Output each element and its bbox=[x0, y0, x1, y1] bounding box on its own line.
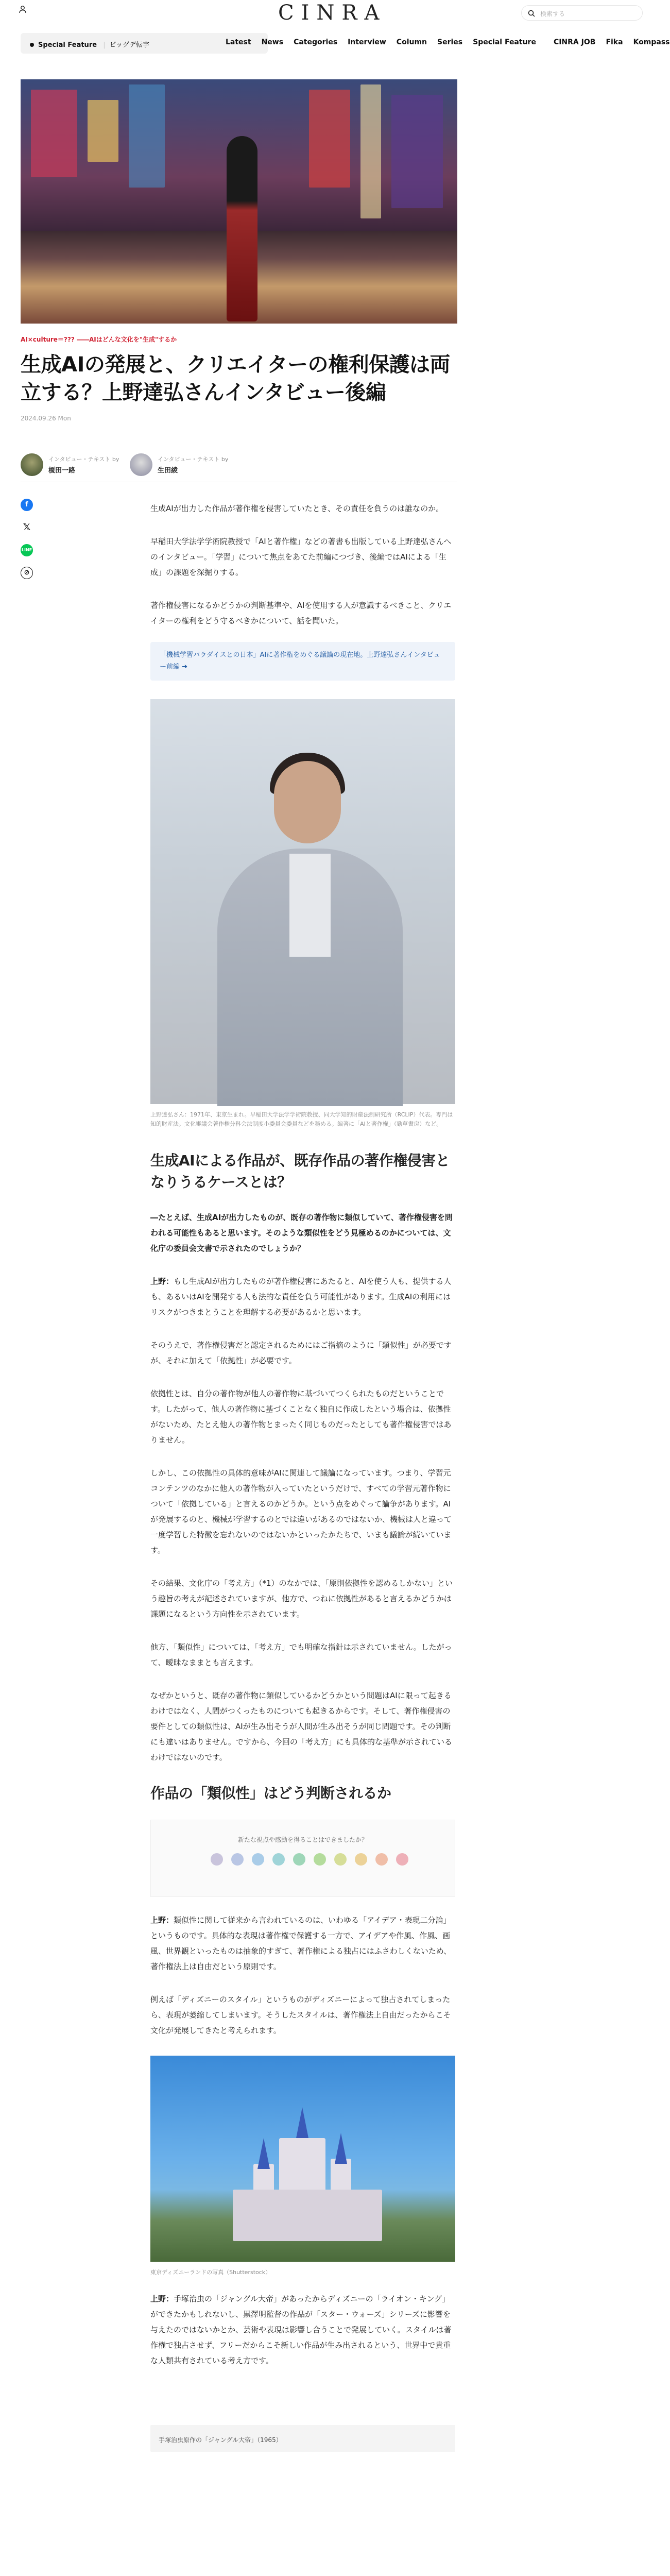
search-placeholder: 検索する bbox=[540, 10, 565, 18]
survey-option-2[interactable] bbox=[231, 1853, 244, 1866]
link-icon[interactable]: ⊘ bbox=[21, 567, 33, 579]
credit-1[interactable] bbox=[21, 453, 119, 476]
menu-item-categories[interactable]: Categories bbox=[294, 38, 338, 46]
interview-question: ―たとえば、生成AIが出力したものが、既存の著作物に類似していて、著作権侵害を問われる可能性もあると思います。そのような類似性をどう見極めるのかについては、文化庁の委員会文書で示されたのでしょうか？ bbox=[150, 1213, 453, 1253]
menu-item-series[interactable]: Series bbox=[437, 38, 463, 46]
section-heading: 生成AIによる作品が、既存作品の著作権侵害となりうるケースとは？ bbox=[150, 1152, 450, 1191]
survey-option-8[interactable] bbox=[355, 1853, 367, 1866]
special-feature-pill[interactable]: Special Feature | ビッグデ転字 bbox=[21, 33, 268, 54]
survey-option-4[interactable] bbox=[272, 1853, 285, 1866]
search-input[interactable] bbox=[521, 5, 643, 21]
menu-item-kompass[interactable]: Kompass bbox=[633, 38, 670, 46]
answer-text: 手塚治虫の「ジャングル大帝」があったからディズニーの「ライオン・キング」ができたかもしれないし、黒澤明監督の作品が「スター・ウォーズ」シリーズに影響を与えたのではないかとか、芸術や表現は影響し合うことで発展していく。スタイルは著作権で独占させず、フリーだからこそ新しい作品が生み出されるという、世界中で貴重な人類共有されている考え方です。 bbox=[150, 2294, 452, 2365]
answer-paragraph: しかし、この依拠性の具体的意味がAIに関連して議論になっています。つまり、学習元コンテンツのなかに他人の著作物が入っていたというだけで、すべての学習元著作物について「依拠している」と言えるのかどうか。という点をめぐって論争があります。AIが発展するのと、機械が学習するのとでは違いがあるのではないか、機械は人と違って一度学習した特徴を忘れないのではないかといったかたちで、いまも議論が続いています。 bbox=[150, 1468, 452, 1555]
reaction-survey bbox=[150, 1820, 455, 1897]
answer-paragraph: なぜかというと、既存の著作物に類似しているかどうかという問題はAIに限って起きるわけではなく、人間がつくったものについても起きるからです。そして、著作権侵害の要件としての類似性は、AIが生み出そうが人間が生み出そうが同じ問題です。その判断にも違いはありません。ですから、今回の「考え方」にも具体的な基準が示されているわけではないのです。 bbox=[150, 1691, 452, 1762]
answer-paragraph: その結果、文化庁の「考え方」（*1）のなかでは、「原則依拠性を認めるしかない」という趣旨の考えが記述されていますが、他方で、つねに依拠性があると言えるかどうかは課題になるという方向性を示されています。 bbox=[150, 1579, 453, 1619]
survey-option-5[interactable] bbox=[293, 1853, 305, 1866]
menu-item-cinra-job[interactable]: CINRA JOB bbox=[553, 38, 596, 46]
answer-text: もし生成AIが出力したものが著作権侵害にあたると、AIを使う人も、提供する人も、あるいはAIを開発する人も法的な責任を負う可能性があります。生成AIの利用にはリスクがつきまとうことを理解する必要があるかと思います。 bbox=[150, 1277, 452, 1317]
series-kicker[interactable]: AI×culture＝??? ――AIはどんな文化を"生成"するか bbox=[21, 336, 177, 343]
publish-date: 2024.09.26 Mon bbox=[21, 415, 71, 422]
speaker-label: 上野： bbox=[150, 2294, 174, 2303]
portrait-photo bbox=[150, 699, 455, 1104]
credit-name: 榎田一路 bbox=[48, 467, 76, 474]
survey-option-6[interactable] bbox=[314, 1853, 326, 1866]
survey-options bbox=[211, 1853, 408, 1866]
avatar bbox=[21, 453, 43, 476]
x-icon[interactable]: 𝕏 bbox=[21, 521, 33, 534]
survey-option-7[interactable] bbox=[334, 1853, 347, 1866]
embedded-video-1[interactable]: 手塚治虫原作の「ジャングル大帝」（1965） bbox=[150, 2425, 455, 2452]
credit-name: 生田綾 bbox=[158, 467, 178, 474]
speaker-label: 上野： bbox=[150, 1277, 174, 1286]
related-article-link[interactable]: 「機械学習パラダイスとの日本」AIに著作権をめぐる議論の現在地。上野達弘さんインタビュー前編 ➔ bbox=[150, 642, 455, 681]
answer-paragraph bbox=[150, 2291, 455, 2368]
speaker-label: 上野： bbox=[150, 1916, 174, 1925]
site-logo[interactable]: CINRA bbox=[278, 1, 387, 25]
castle-photo bbox=[150, 2056, 455, 2262]
user-icon[interactable] bbox=[19, 5, 27, 13]
answer-text: 類似性に関して従来から言われているのは、いわゆる「アイデア・表現二分論」というものです。具体的な表現は著作権で保護する一方で、アイデアや作風、作風、画風、世界観といったものは抽象的すぎて、著作権による独占にはふさわしくないため、著作権法上は自由だという原則です。 bbox=[150, 1916, 452, 1972]
feature-dot-icon bbox=[30, 43, 34, 47]
header-top bbox=[0, 0, 661, 25]
answer-paragraph bbox=[150, 1912, 455, 1974]
menu-bar bbox=[226, 38, 670, 46]
menu-item-special-feature[interactable]: Special Feature bbox=[473, 38, 536, 46]
avatar bbox=[130, 453, 152, 476]
survey-title: 新たな視点や感動を得ることはできましたか？ bbox=[237, 1836, 368, 1844]
survey-option-10[interactable] bbox=[396, 1853, 408, 1866]
menu-item-fika[interactable]: Fika bbox=[606, 38, 623, 46]
intro-paragraph: 著作権侵害になるかどうかの判断基準や、AIを使用する人が意識するべきこと、クリエイターの権利をどう守るべきかについて、話を聞いた。 bbox=[150, 601, 452, 625]
credits bbox=[21, 449, 457, 482]
answer-paragraph: 例えば「ディズニーのスタイル」というものがディズニーによって独占されてしまったら、表現が萎縮してしまいます。そうしたスタイルは、著作権法上自由だったからこそ文化が発展してきたと考えられます。 bbox=[150, 1995, 451, 2036]
share-bar bbox=[21, 499, 35, 589]
survey-option-1[interactable] bbox=[211, 1853, 223, 1866]
line-icon[interactable]: LINE bbox=[21, 544, 33, 556]
portrait-caption: 上野達弘さん：1971年、東京生まれ。早稲田大学法学学術院教授、同大学知的財産法制研究所（RCLIP）代表。専門は知的財産法。文化審議会著作権分科会法制度小委員会委員などを務める。編著に「AIと著作権」（勁草書房）など。 bbox=[150, 1111, 453, 1128]
menu-item-news[interactable]: News bbox=[261, 38, 284, 46]
article-header bbox=[21, 335, 457, 474]
intro-paragraph: 早稲田大学法学学術院教授で「AIと著作権」などの著書も出版している上野達弘さんへのインタビュー。「学習」について焦点をあてた前編につづき、後編ではAIによる「生成」の課題を深掘りする。 bbox=[150, 537, 452, 577]
answer-paragraph: 他方、「類似性」については、「考え方」でも明確な指針は示されていません。したがって、曖昧なままとも言えます。 bbox=[150, 1642, 452, 1668]
answer-paragraph: そのうえで、著作権侵害だと認定されるためにはご指摘のように「類似性」が必要ですが、それに加えて「依拠性」が必要です。 bbox=[150, 1341, 452, 1366]
main-nav bbox=[0, 32, 670, 56]
search-icon bbox=[528, 10, 535, 17]
article-title: 生成AIの発展と、クリエイターの権利保護は両立する？上野達弘さんインタビュー後編 bbox=[21, 353, 451, 404]
intro-paragraph: 生成AIが出力した作品が著作権を侵害していたとき、その責任を負うのは誰なのか。 bbox=[150, 504, 444, 513]
hero-image bbox=[21, 79, 457, 324]
survey-option-3[interactable] bbox=[252, 1853, 264, 1866]
facebook-icon[interactable]: f bbox=[21, 499, 33, 511]
castle-caption: 東京ディズニーランドの写真（Shutterstock） bbox=[150, 2269, 271, 2276]
menu-item-latest[interactable]: Latest bbox=[226, 38, 251, 46]
section-heading: 作品の「類似性」はどう判断されるか bbox=[150, 1785, 391, 1802]
credit-role: インタビュー・テキスト by bbox=[48, 456, 119, 463]
credit-2[interactable] bbox=[130, 453, 228, 476]
menu-item-interview[interactable]: Interview bbox=[348, 38, 386, 46]
special-feature-title: ビッグデ転字 bbox=[109, 41, 150, 49]
survey-option-9[interactable] bbox=[375, 1853, 388, 1866]
answer-paragraph: 依拠性とは、自分の著作物が他人の著作物に基づいてつくられたものだということです。したがって、他人の著作物に基づくことなく独自に作成したという場合は、依拠性がないため、たとえ他人の著作物とまったく同じものだったとしても著作権侵害ではありません。 bbox=[150, 1389, 452, 1445]
answer-paragraph bbox=[150, 1274, 455, 1320]
special-feature-label: Special Feature bbox=[38, 41, 97, 49]
article-body bbox=[150, 501, 455, 2576]
menu-item-column[interactable]: Column bbox=[396, 38, 427, 46]
credit-role: インタビュー・テキスト by bbox=[158, 456, 229, 463]
